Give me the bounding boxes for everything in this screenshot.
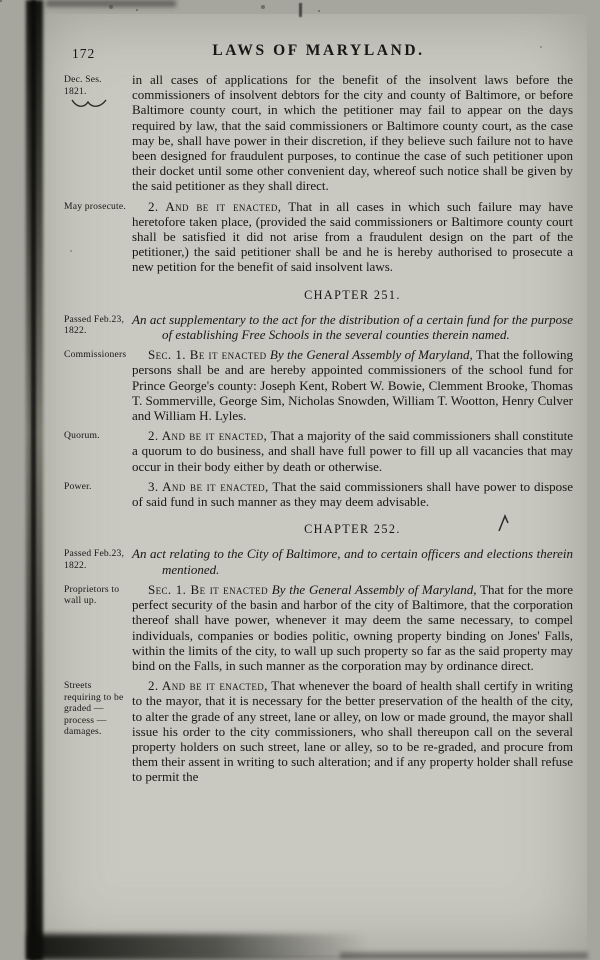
paragraph-text: That the said commissioners shall have power to dispose of said fund in such manner as they may deem advisable. [132, 478, 574, 510]
body-column [126, 546, 573, 576]
paragraph-text: That the following persons shall be and are hereby appointed commissioners of the school fund for Prince George's county: Joseph Kent, Robert W. Bowie, Clemment Brooke, Thomas T. Sommerville, George Sim, Nicholas Snowden, William T. Wootton, Henry Culver and William H. Lyles. [132, 347, 573, 424]
margin-note: Commissioners [64, 349, 127, 361]
margin-column [64, 72, 126, 108]
body-column [126, 199, 573, 275]
margin-column [64, 199, 126, 213]
margin-note: Dec. Ses. 1821. [64, 74, 102, 97]
law-paragraph [64, 199, 573, 275]
flourish-icon [70, 98, 108, 108]
enacting-clause: 2. And be it enacted, [148, 428, 268, 444]
act-title: An act supplementary to the act for the distribution of a certain fund for the purpose of establishing Free Schools in the several counties therein named. [132, 311, 573, 343]
margin-column [64, 582, 126, 607]
margin-note: Proprietors to wall up. [64, 583, 120, 607]
margin-column [64, 546, 126, 571]
body-column [126, 479, 573, 509]
chapter-heading [132, 522, 573, 537]
paragraph [132, 479, 573, 509]
margin-column [64, 479, 126, 493]
enacting-clause: Sec. 1. Be it enacted [148, 347, 267, 363]
law-paragraph [64, 428, 573, 474]
body-column [126, 312, 573, 342]
law-paragraph [64, 582, 573, 673]
chapter-heading-row [64, 280, 573, 307]
margin-note: Passed Feb.23, 1822. [64, 313, 125, 337]
scan-edge-bottom [340, 952, 588, 959]
margin-column [64, 312, 126, 337]
paragraph-text: That whenever the board of health shall certify in writing to the mayor, that it is necessary for the better preservation of the health of the city, to alter the grade of any street, lane or alley, on low or made ground, the mayor shall issue his order to the city commissioners, who shall thereupon call on the several property holders on such street, lane or alley, so to be re-graded, and procure from them their assent in writing to such alteration; and if any property holder shall refuse to permit the [132, 678, 573, 785]
paragraph-text: in all cases of applications for the benefit of the insolvent laws before the commissioners of insolvent debtors for the city and county of Baltimore, or before Baltimore county court, in which the petitioner may fail to appear on the days required by law, that the said commissioners or Baltimore county court, as the case may be, shall have power in their discretion, if they believe such failure not to have been designed for fraudulent purposes, to continue the case of such petitioner upon their docket until some other convenient day, whereof such notice shall be given by the said petitioner as they shall direct. [132, 72, 573, 194]
enacting-clause: 2. And be it enacted, [148, 198, 282, 214]
margin-column [64, 280, 126, 282]
margin-note: Power. [64, 480, 92, 492]
chapter-heading: CHAPTER 251. [304, 287, 401, 302]
running-header [64, 38, 573, 72]
act-title-block [64, 312, 573, 342]
margin-column [64, 428, 126, 442]
act-title-block [64, 546, 573, 576]
margin-note: Passed Feb.23, 1822. [64, 548, 125, 571]
paragraph-text: That for the more perfect security of the basin and harbor of the city of Baltimore, that the corporation thereof shall have power, whenever it may deem the same necessary, to compel individuals, companies or bodies politic, owning property binding on Jones' Falls, within the limits of the city, to wall up such property so far as the said property may bind on the Falls, in such manner as the corporation may by ordinance direct. [132, 581, 573, 673]
scan-smudge-top [46, 0, 176, 7]
paragraph [132, 199, 573, 275]
paragraph [132, 678, 573, 784]
paragraph [132, 72, 573, 194]
law-paragraph [64, 479, 573, 509]
page-title: LAWS OF MARYLAND. [212, 42, 425, 59]
paragraph-text: That in all cases in which such failure may have heretofore taken place, (provided the said commissioners or Baltimore county court shall be satisfied it did not arise from a fraudulent design on the part of the petitioner,) the said petitioner shall be and he is hereby authorised to prosecute a new petition for the benefit of said insolvent laws. [132, 198, 573, 275]
scan-noise [0, 0, 2, 2]
page-number: 172 [72, 46, 96, 61]
law-paragraph [64, 347, 573, 423]
margin-column [64, 347, 126, 361]
body-column [126, 280, 573, 307]
page-surface [36, 14, 587, 955]
paragraph-text: That a majority of the said commissioners shall constitute a quorum to do business, and shall have full power to fill up all vacancies that may occur in their body either by death or otherwise. [132, 428, 574, 474]
margin-note: Streets requiring to be graded —process — damages. [64, 680, 124, 738]
ink-mark-icon [497, 514, 511, 534]
paragraph [132, 582, 573, 673]
law-paragraph [64, 678, 573, 784]
body-column [126, 72, 573, 194]
body-column [126, 347, 573, 423]
paragraph [132, 428, 573, 474]
margin-note: May prosecute. [64, 200, 126, 212]
body-column [126, 514, 573, 541]
enacting-clause: 3. And be it enacted, [148, 478, 269, 494]
scan-tick-mark [299, 3, 302, 17]
scan-smear-bottom [28, 934, 368, 960]
paragraph [132, 347, 573, 423]
assembly-phrase: By the General Assembly of Maryland, [269, 347, 473, 363]
act-title: An act relating to the City of Baltimore, and to certain officers and elections therein mentioned. [132, 546, 573, 577]
assembly-phrase: By the General Assembly of Maryland, [271, 581, 477, 597]
body-column [126, 678, 573, 784]
law-paragraph [64, 72, 573, 194]
enacting-clause: Sec. 1. Be it enacted [148, 581, 268, 597]
chapter-heading-row [64, 514, 573, 541]
margin-column [64, 678, 126, 738]
chapter-heading-text: CHAPTER 252. [304, 522, 401, 537]
enacting-clause: 2. And be it enacted, [148, 678, 268, 694]
body-column [126, 582, 573, 673]
margin-column [64, 514, 126, 516]
body-column [126, 428, 573, 474]
law-text [64, 72, 573, 785]
margin-note: Quorum. [64, 430, 100, 442]
binding-shadow-core [31, 0, 36, 960]
